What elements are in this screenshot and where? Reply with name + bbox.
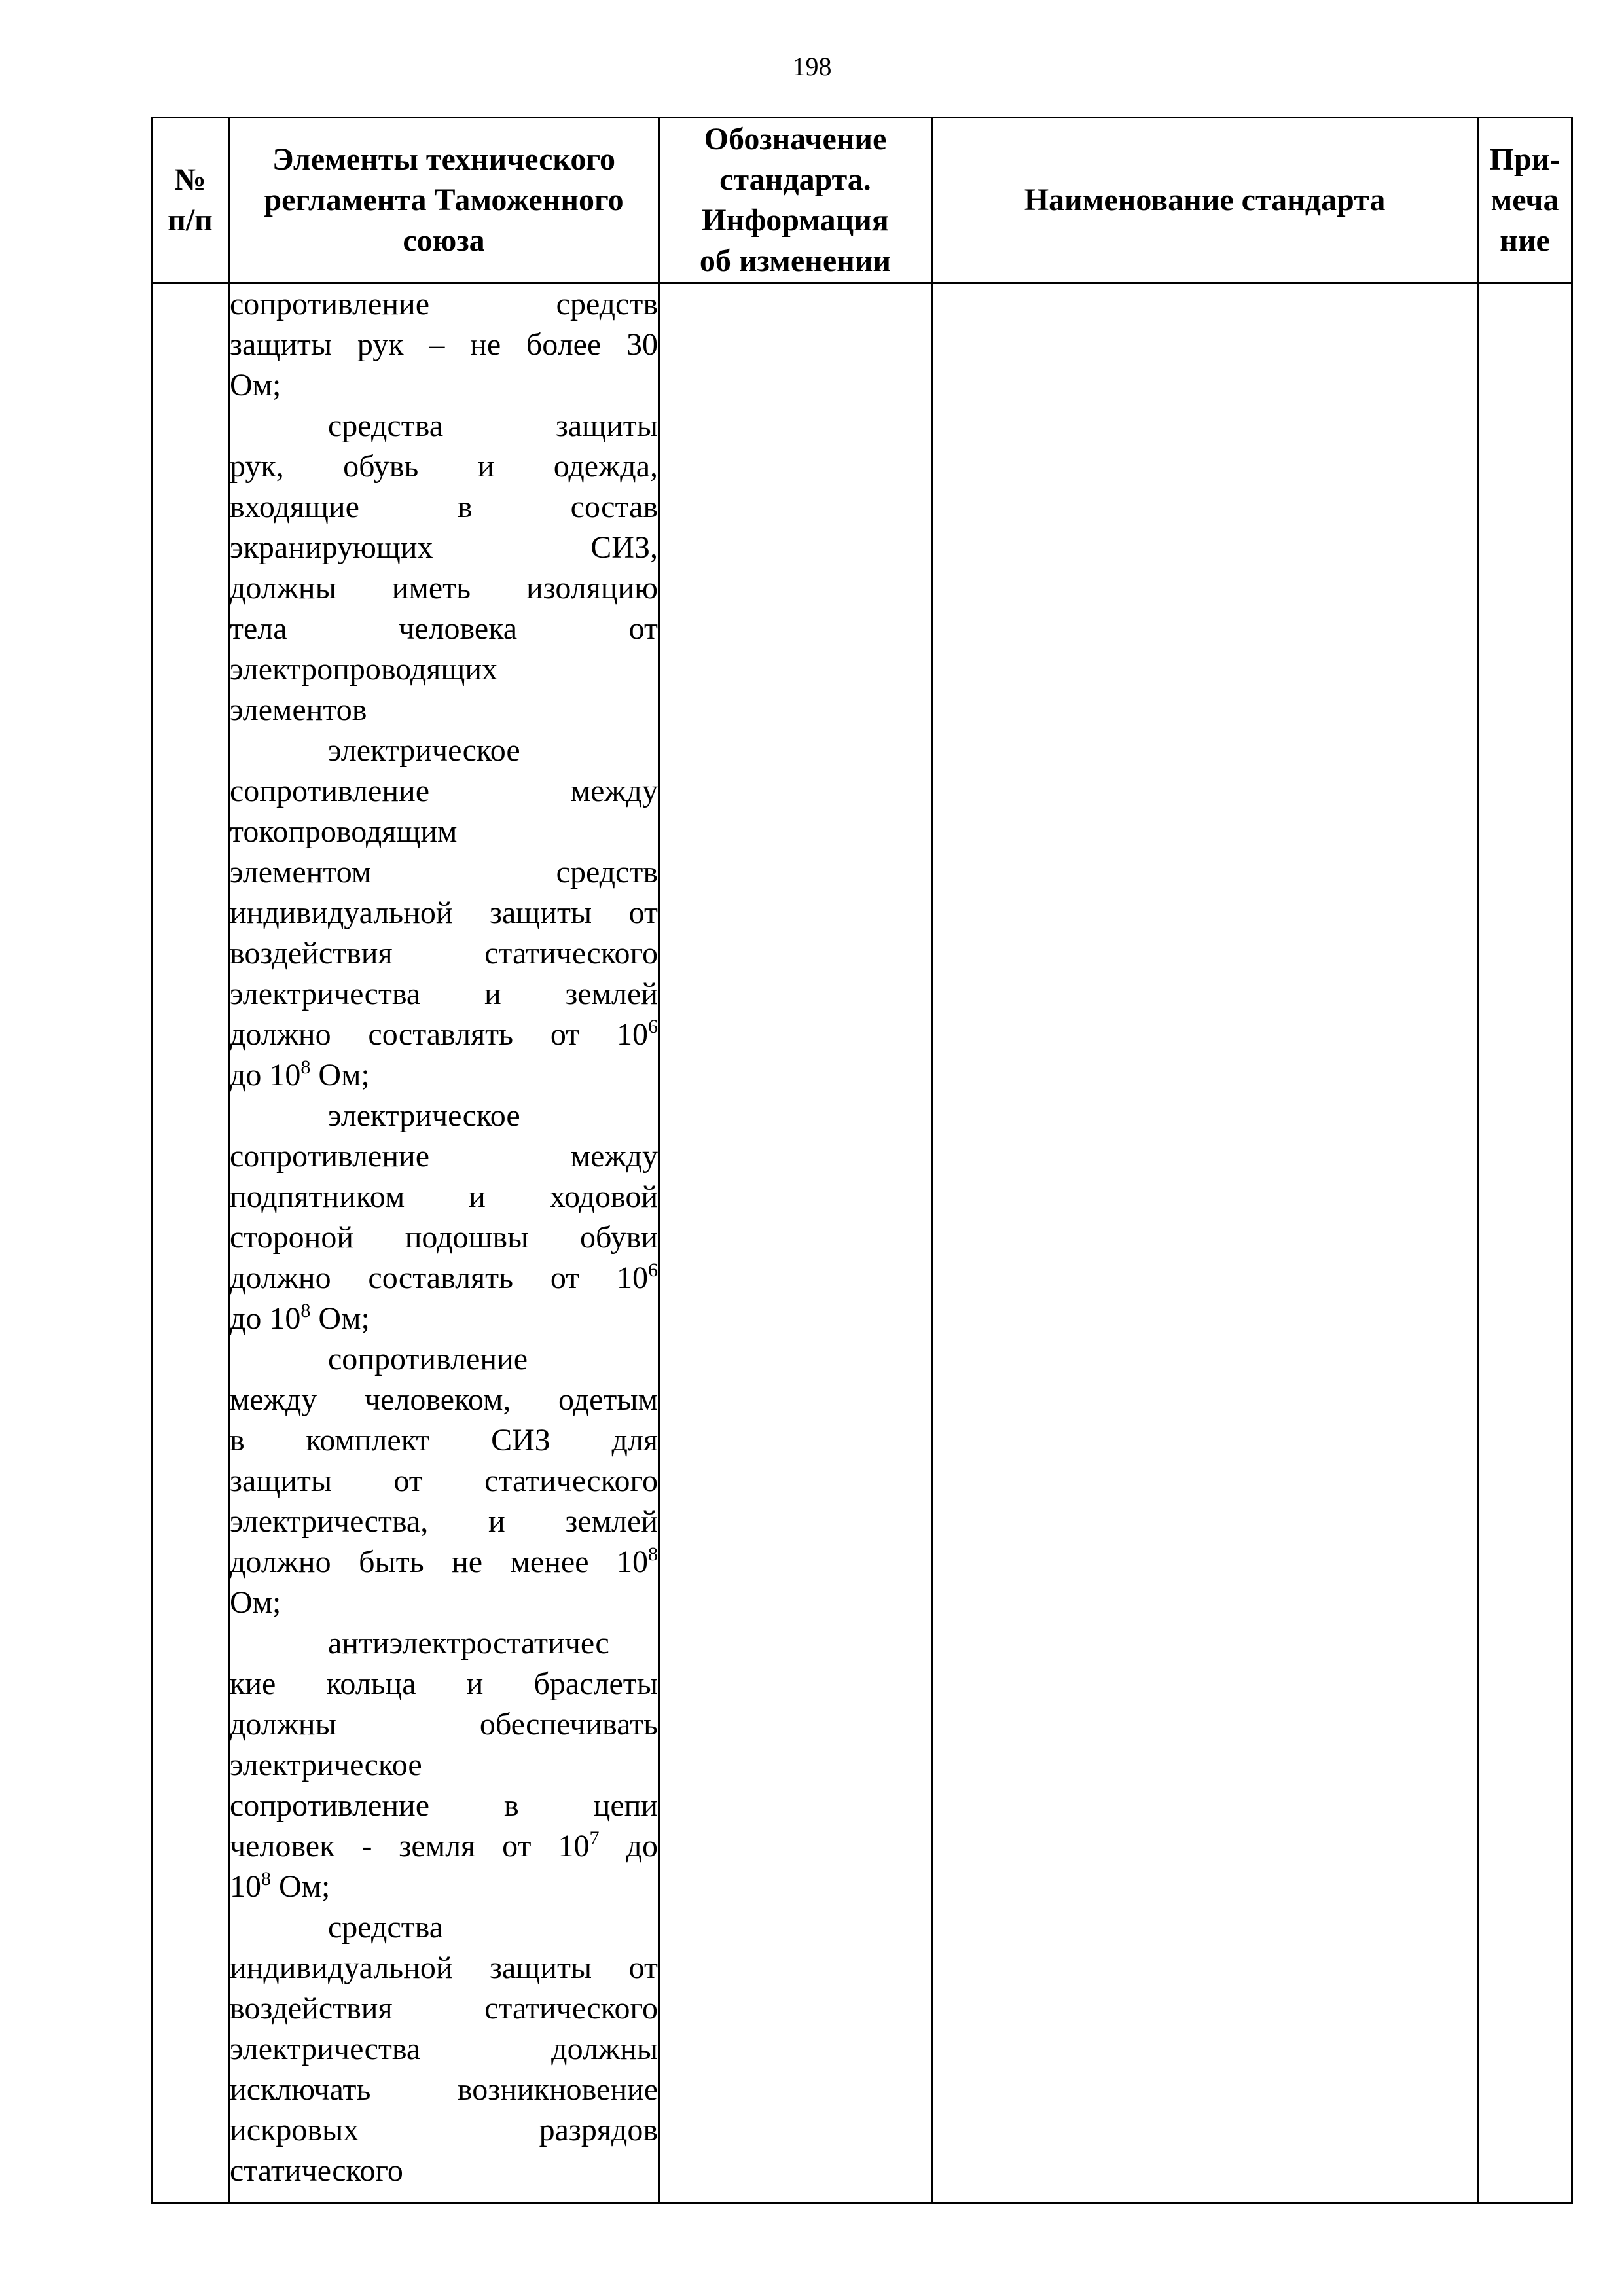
text-line: [230, 325, 658, 365]
text-line: [230, 2029, 658, 2070]
text-line-main: исключать возникновение: [230, 2072, 658, 2107]
text-line: [230, 487, 658, 528]
header-note: При- меча ние: [1478, 118, 1572, 283]
exponent: 6: [648, 1259, 658, 1281]
text-line: [230, 1583, 658, 1623]
text-line: [230, 609, 658, 649]
text-line: [230, 528, 658, 568]
paragraph: [230, 1339, 658, 1623]
elements-text: [230, 284, 658, 2191]
paragraph: [230, 406, 658, 730]
text-line: [230, 1461, 658, 1501]
cell-number: [152, 283, 229, 2204]
text-line: [230, 365, 658, 406]
header-elements: Элементы технического регламента Таможенного союза: [229, 118, 659, 283]
paragraph: [230, 1907, 658, 2191]
text-line-main: до 10: [230, 1058, 301, 1092]
text-line-main: должно составлять от 10: [230, 1261, 648, 1295]
text-line-main: воздействия статического: [230, 936, 658, 971]
text-line: [230, 1542, 658, 1583]
text-line-main: защиты рук – не более 30: [230, 327, 658, 362]
text-line: [230, 1907, 658, 1948]
text-line-main: кие кольца и браслеты: [230, 1666, 658, 1701]
text-line: [230, 1785, 658, 1826]
exponent: 8: [300, 1056, 311, 1078]
text-line-main: сопротивление в цепи: [230, 1788, 658, 1823]
text-line: [230, 1501, 658, 1542]
header-row: [152, 118, 1572, 283]
text-line-main: между человеком, одетым: [230, 1382, 658, 1417]
text-line-main: электричества должны: [230, 2032, 658, 2066]
text-line-main: сопротивление между: [230, 1139, 658, 1174]
text-line: [230, 1704, 658, 1745]
text-line: [230, 1664, 658, 1704]
cell-note: [1478, 283, 1572, 2204]
text-line-main: искровых разрядов: [230, 2113, 658, 2147]
text-line: [230, 1177, 658, 1217]
cell-elements: [229, 283, 659, 2204]
text-line: [230, 730, 658, 771]
text-line-main: должны иметь изоляцию: [230, 571, 658, 605]
exponent: 8: [261, 1868, 271, 1890]
text-line-main: подпятником и ходовой: [230, 1179, 658, 1214]
text-line-main: тела человека от: [230, 611, 658, 646]
text-line-main: должны обеспечивать: [230, 1707, 658, 1742]
cell-standard-name: [932, 283, 1478, 2204]
text-line-main: статического: [230, 2153, 403, 2188]
text-line: [230, 1826, 658, 1867]
text-line-tail: Ом;: [310, 1301, 370, 1336]
exponent: 8: [648, 1543, 658, 1565]
text-line-tail: до: [599, 1829, 659, 1863]
header-standard-name: Наименование стандарта: [932, 118, 1478, 283]
text-line: [230, 446, 658, 487]
text-line-main: Ом;: [230, 368, 281, 403]
text-line-main: электричества, и землей: [230, 1504, 658, 1539]
text-line-main: индивидуальной защиты от: [230, 1950, 658, 1985]
exponent: 6: [648, 1016, 658, 1037]
text-line: [230, 690, 658, 730]
cell-designation: [659, 283, 932, 2204]
text-line: [230, 1420, 658, 1461]
text-line: [230, 1948, 658, 1988]
text-line: [230, 1136, 658, 1177]
text-line-main: средства защиты: [328, 408, 658, 443]
text-line-main: электропроводящих: [230, 652, 498, 687]
paragraph: [230, 1623, 658, 1907]
text-line: [230, 893, 658, 933]
text-line-main: экранирующих СИЗ,: [230, 530, 658, 565]
text-line: [230, 649, 658, 690]
text-line-main: электрическое: [328, 1098, 520, 1133]
text-line-main: сопротивление между: [230, 774, 658, 808]
text-line-main: воздействия статического: [230, 1991, 658, 2026]
text-line-main: стороной подошвы обуви: [230, 1220, 658, 1255]
text-line: [230, 974, 658, 1014]
table-row: [152, 283, 1572, 2204]
header-designation: Обозначение стандарта. Информация об изменении: [659, 118, 932, 283]
text-line: [230, 933, 658, 974]
text-line-main: Ом;: [230, 1585, 281, 1620]
text-line: [230, 1380, 658, 1420]
text-line-main: электричества и землей: [230, 977, 658, 1011]
text-line-main: антиэлектростатичес: [328, 1626, 609, 1660]
text-line-main: в комплект СИЗ для: [230, 1423, 658, 1458]
text-line-main: должно быть не менее 10: [230, 1545, 648, 1579]
text-line-main: рук, обувь и одежда,: [230, 449, 658, 484]
text-line-main: элементом средств: [230, 855, 658, 889]
text-line: [230, 1096, 658, 1136]
header-number: № п/п: [152, 118, 229, 283]
standards-table: [151, 117, 1573, 2204]
text-line: [230, 2151, 658, 2191]
text-line-main: входящие в состав: [230, 490, 658, 524]
exponent: 7: [589, 1827, 600, 1849]
text-line: [230, 1339, 658, 1380]
text-line-main: защиты от статического: [230, 1463, 658, 1498]
text-line: [230, 1299, 658, 1339]
text-line: [230, 1867, 658, 1907]
text-line: [230, 1745, 658, 1785]
text-line-main: человек - земля от 10: [230, 1829, 590, 1863]
paragraph: [230, 284, 658, 406]
text-line: [230, 771, 658, 812]
text-line: [230, 284, 658, 325]
text-line-main: до 10: [230, 1301, 301, 1336]
text-line: [230, 1623, 658, 1664]
text-line: [230, 812, 658, 852]
page-number: 198: [792, 52, 832, 81]
text-line-main: 10: [230, 1869, 261, 1904]
text-line: [230, 406, 658, 446]
text-line: [230, 1988, 658, 2029]
text-line-main: элементов: [230, 692, 367, 727]
text-line-tail: Ом;: [310, 1058, 370, 1092]
text-line-tail: Ом;: [271, 1869, 331, 1904]
text-line: [230, 1258, 658, 1299]
text-line-main: индивидуальной защиты от: [230, 895, 658, 930]
text-line-main: сопротивление: [328, 1342, 528, 1376]
paragraph: [230, 1096, 658, 1339]
text-line-main: электрическое: [328, 733, 520, 768]
text-line: [230, 1217, 658, 1258]
text-line: [230, 2070, 658, 2110]
text-line-main: должно составлять от 10: [230, 1017, 648, 1052]
text-line: [230, 2110, 658, 2151]
text-line-main: токопроводящим: [230, 814, 458, 849]
text-line: [230, 568, 658, 609]
text-line-main: сопротивление средств: [230, 287, 658, 321]
paragraph: [230, 730, 658, 1096]
exponent: 8: [300, 1300, 311, 1321]
text-line-main: средства: [328, 1910, 444, 1945]
text-line: [230, 852, 658, 893]
text-line: [230, 1055, 658, 1096]
text-line: [230, 1014, 658, 1055]
text-line-main: электрическое: [230, 1748, 422, 1782]
